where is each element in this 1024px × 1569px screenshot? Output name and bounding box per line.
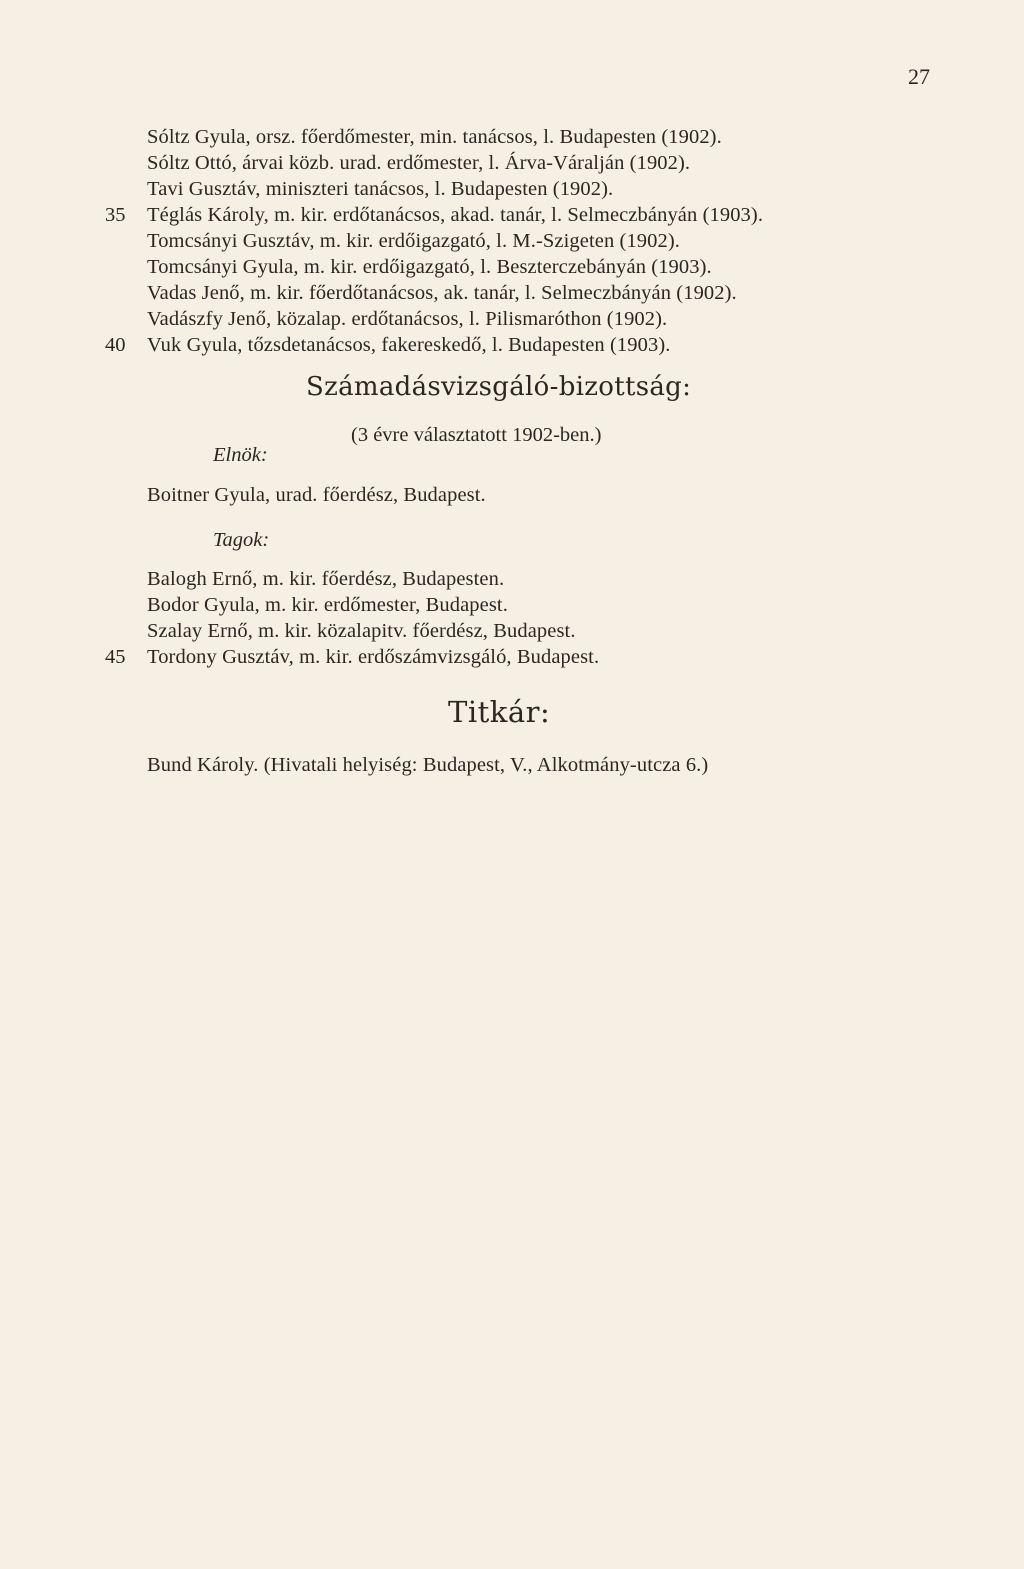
member-entry: Balogh Ernő, m. kir. főerdész, Budapesten. xyxy=(147,568,505,590)
chair-entry: Boitner Gyula, urad. főerdész, Budapest. xyxy=(147,484,486,506)
member-entry: Vadászfy Jenő, közalap. erdőtanácsos, l. Pilismaróthon (1902). xyxy=(147,308,668,330)
member-entry: Vuk Gyula, tőzsdetanácsos, fakereskedő, l. Budapesten (1903). xyxy=(147,334,671,356)
committee-subtitle: (3 évre választatott 1902-ben.) xyxy=(351,424,602,446)
secretary-title: Titkár: xyxy=(448,695,551,729)
line-number: 45 xyxy=(105,646,126,668)
line-number: 35 xyxy=(105,204,126,226)
secretary-entry: Bund Károly. (Hivatali helyiség: Budapest, V., Alkotmány-utcza 6.) xyxy=(147,754,709,776)
member-entry: Tomcsányi Gyula, m. kir. erdőigazgató, l. Beszterczebányán (1903). xyxy=(147,256,712,278)
members-label: Tagok: xyxy=(213,529,270,551)
member-entry: Tordony Gusztáv, m. kir. erdőszámvizsgáló, Budapest. xyxy=(147,646,600,668)
member-entry: Téglás Károly, m. kir. erdőtanácsos, akad. tanár, l. Selmeczbányán (1903). xyxy=(147,204,764,226)
line-number: 40 xyxy=(105,334,126,356)
chair-label: Elnök: xyxy=(213,444,268,466)
committee-title: Számadásvizsgáló-bizottság: xyxy=(306,372,692,402)
member-entry: Szalay Ernő, m. kir. közalapitv. főerdész, Budapest. xyxy=(147,620,576,642)
member-entry: Sóltz Ottó, árvai közb. urad. erdőmester, l. Árva-Váralján (1902). xyxy=(147,152,691,174)
member-entry: Tavi Gusztáv, miniszteri tanácsos, l. Budapesten (1902). xyxy=(147,178,614,200)
member-entry: Sóltz Gyula, orsz. főerdőmester, min. tanácsos, l. Budapesten (1902). xyxy=(147,126,722,148)
page-number: 27 xyxy=(908,64,930,89)
member-entry: Vadas Jenő, m. kir. főerdőtanácsos, ak. tanár, l. Selmeczbányán (1902). xyxy=(147,282,737,304)
member-entry: Tomcsányi Gusztáv, m. kir. erdőigazgató, l. M.-Szigeten (1902). xyxy=(147,230,680,252)
member-entry: Bodor Gyula, m. kir. erdőmester, Budapest. xyxy=(147,594,508,616)
